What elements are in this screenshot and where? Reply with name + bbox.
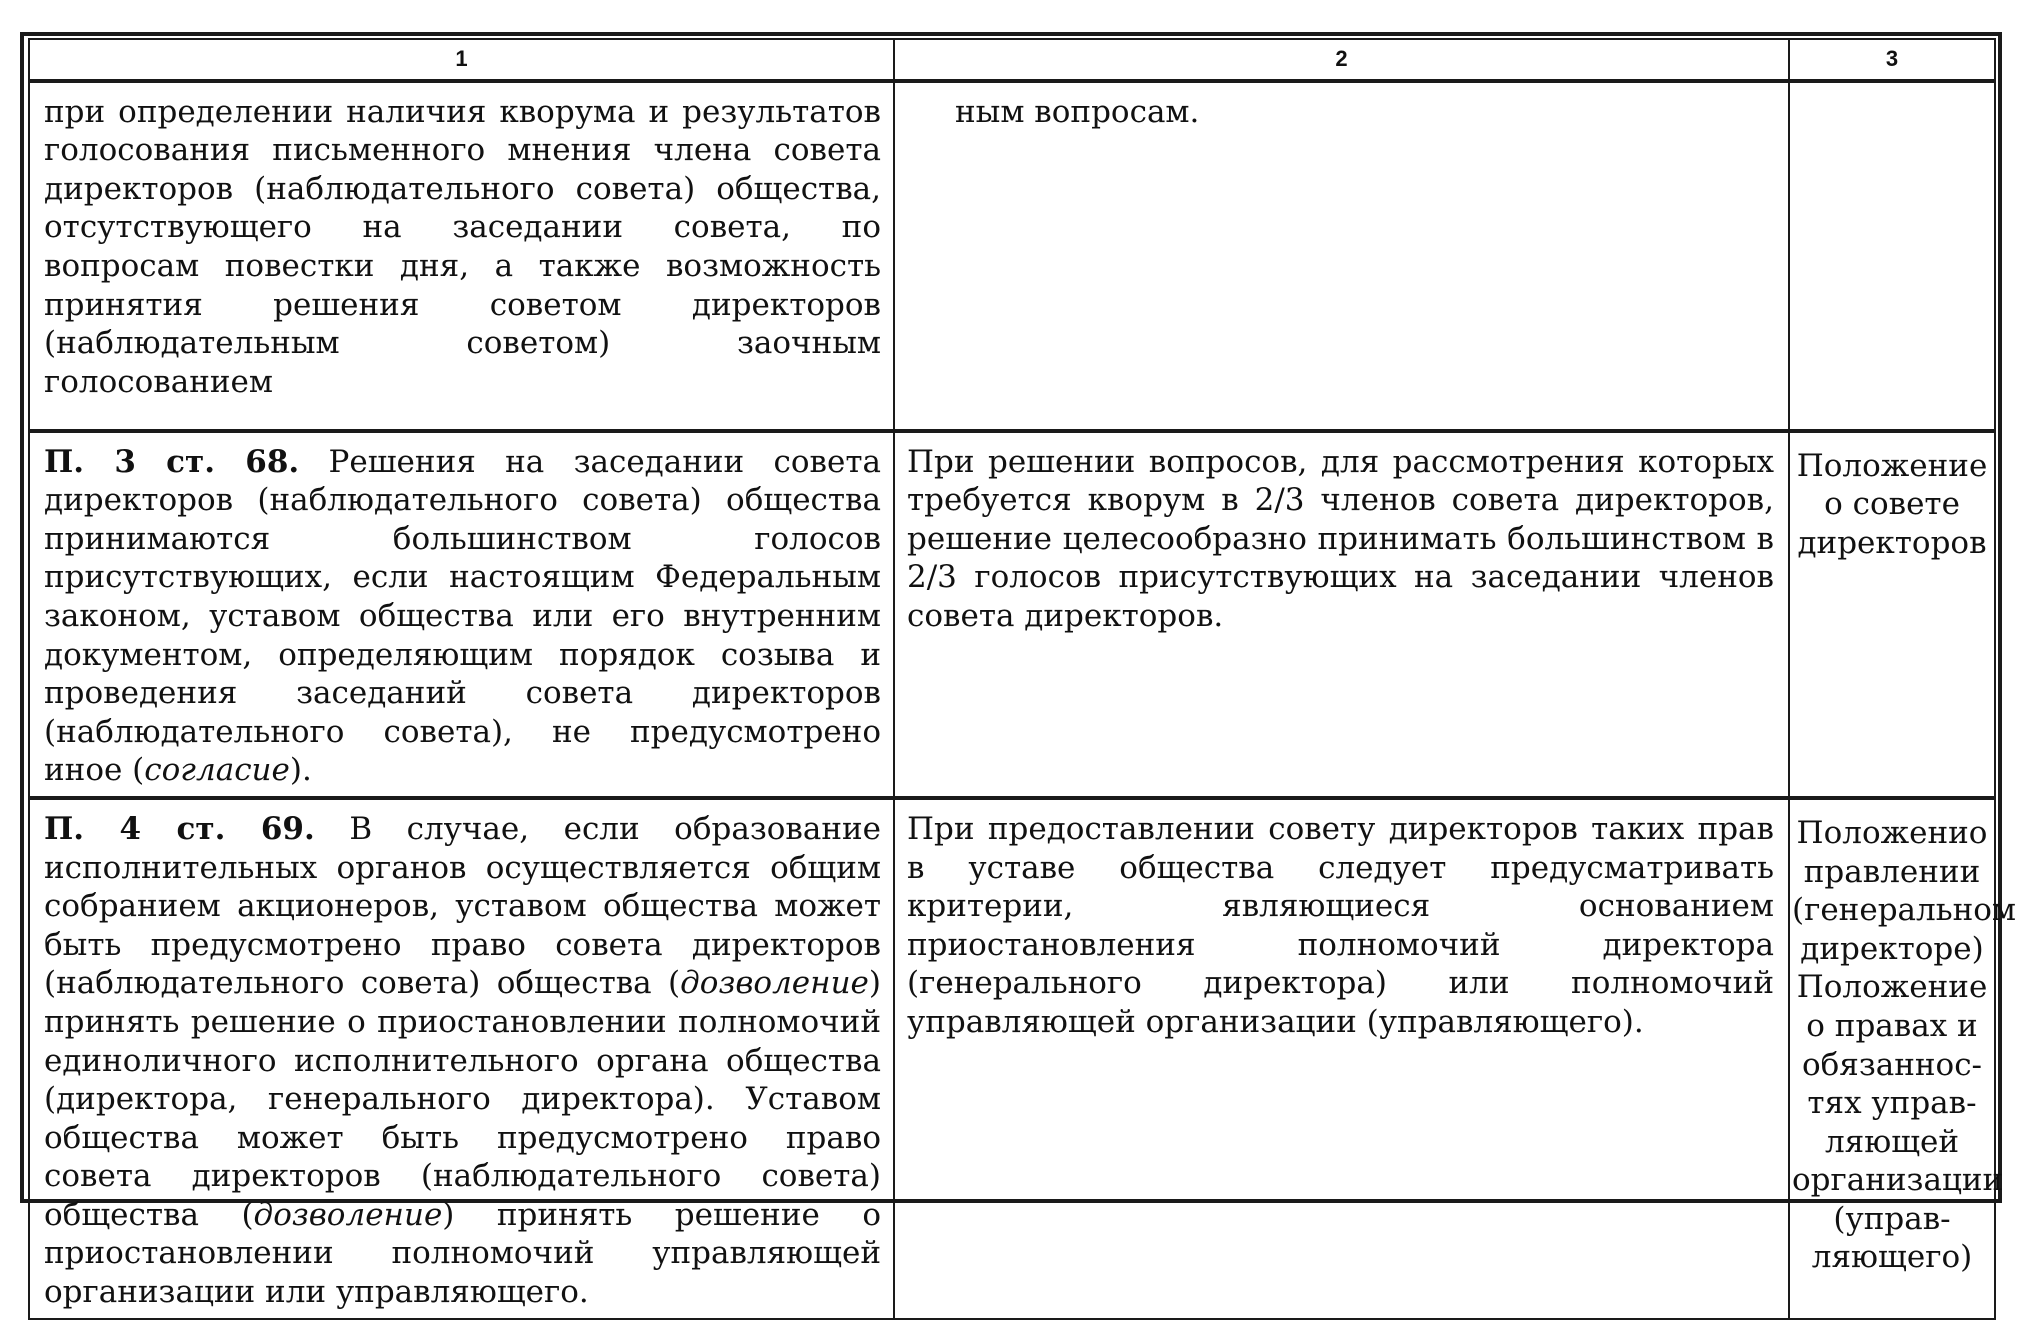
row3-document-line: (управ- xyxy=(1833,1200,1951,1237)
table-row xyxy=(29,798,1995,1319)
row3-law-text xyxy=(29,798,894,1319)
table-row xyxy=(29,81,1995,431)
row3-document-line: тях управ- xyxy=(1807,1085,1977,1122)
row3-document-line: директоре) xyxy=(1800,930,1984,967)
row3-article-ref: П. 4 ст. 69. xyxy=(44,810,315,847)
row2-article-ref: П. 3 ст. 68. xyxy=(44,443,300,480)
row2-law-body-b: ). xyxy=(289,752,312,789)
row2-document-line: Положение xyxy=(1796,447,1988,484)
row3-term-2: дозволение xyxy=(253,1196,443,1233)
row3-document-line: (генеральном xyxy=(1792,892,2017,929)
row2-law-body-a: Решения на заседании совета директоров (наблюдательного совета) общества принимаются большинством голосов присутствующих, если настоящим Федеральным законом, уставом общества или его внутренним документом, определяющим порядок созыва и проведения заседаний совета директоров (наблюдательного совета), не предусмотрено иное ( xyxy=(44,443,881,789)
row1-recommendation-text: ным вопросам. xyxy=(955,93,1200,130)
table-row xyxy=(29,431,1995,798)
row2-document-line: о совете xyxy=(1824,486,1960,523)
row3-document-line: организации xyxy=(1792,1162,2004,1199)
row3-document-line: Положение xyxy=(1796,969,1988,1006)
row3-document-line: ляющего) xyxy=(1811,1239,1973,1276)
row2-document xyxy=(1789,431,1995,798)
row2-recommendation xyxy=(894,431,1789,798)
table-header-row xyxy=(29,39,1995,81)
row1-law-text xyxy=(29,81,894,431)
row3-law-body-b: ) принять решение о приостановлении полномочий единоличного исполнительного органа общества (директора, генерального директора). Уставом общества может быть предусмотрено право совета директоров (наблюдательного совета) общества ( xyxy=(44,965,881,1233)
document-table xyxy=(28,38,2017,1320)
row2-document-line: директоров xyxy=(1797,524,1987,561)
row2-term: согласие xyxy=(144,752,290,789)
row3-document xyxy=(1789,798,2017,1319)
row1-law-body: при определении наличия кворума и результатов голосования письменного мнения члена совета директоров (наблюдательного совета) общества, отсутствующего на заседании совета, по вопросам повестки дня, а также возможность принятия решения советом директоров (наблюдательным советом) заочным голосованием xyxy=(44,93,881,400)
column-header-2: 2 xyxy=(894,39,1789,81)
row3-document-line: Положенио xyxy=(1796,814,1988,851)
row3-term-1: дозволение xyxy=(680,965,869,1002)
row3-document-line: обязаннос- xyxy=(1801,1046,1983,1083)
row3-law-body-c: ) принять решение о приостановлении полномочий управляющей организации или управляющего. xyxy=(44,1196,881,1311)
row3-recommendation xyxy=(894,798,1789,1319)
column-header-1: 1 xyxy=(29,39,894,81)
row3-recommendation-text: При предоставлении совету директоров таких прав в уставе общества следует предусматривать критерии, являющиеся основанием приостановления полномочий директора (генерального директора) или полномочий управляющей организации (управляющего). xyxy=(907,810,1774,1040)
row3-document-line: правлении xyxy=(1803,853,1981,890)
row3-document-line: о правах и xyxy=(1806,1007,1978,1044)
row1-recommendation xyxy=(894,81,1789,431)
row2-law-text xyxy=(29,431,894,798)
row3-document-line: ляющей xyxy=(1824,1123,1960,1160)
column-header-3: 3 xyxy=(1789,39,1995,81)
row2-recommendation-text: При решении вопросов, для рассмотрения которых требуется кворум в 2/3 членов совета директоров, решение целесообразно принимать большинством в 2/3 голосов присутствующих на заседании членов совета директоров. xyxy=(907,443,1774,634)
row3-law-body-a: В случае, если образование исполнительных органов осуществляется общим собранием акционеров, уставом общества может быть предусмотрено право совета директоров (наблюдательного совета) общества ( xyxy=(44,810,882,1002)
row1-document xyxy=(1789,81,1995,431)
